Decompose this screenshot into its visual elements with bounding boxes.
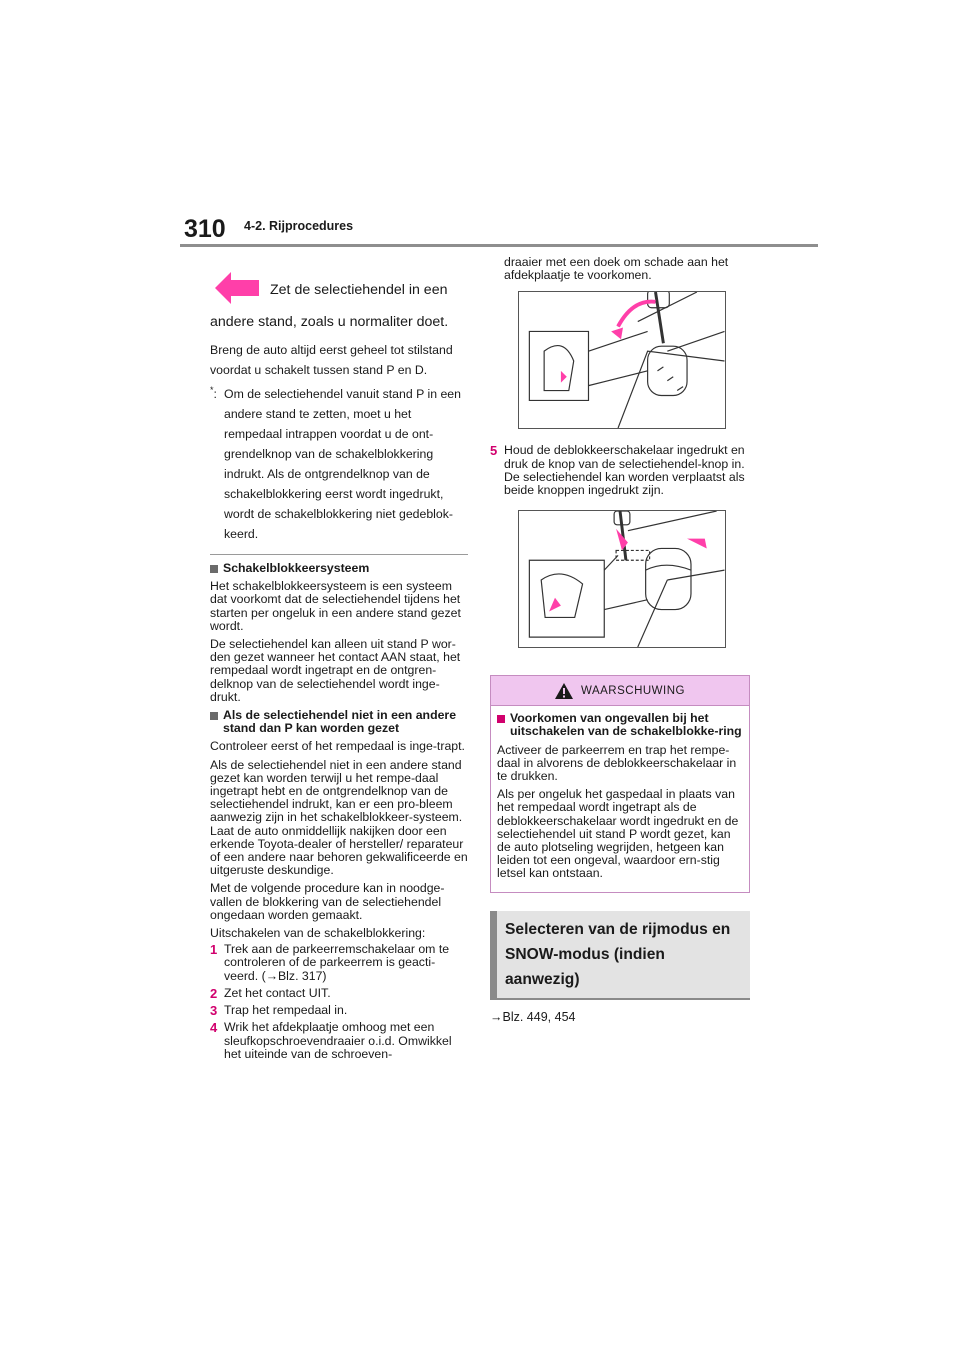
page-reference: →Blz. 449, 454 (490, 1009, 576, 1024)
footnote-text: Om de selectiehendel vanuit stand P in een andere stand te zetten, moet u het rempedaal intrappen voordat u de ont-grendelknop van de schakelblokkering indrukt. Als de ontgrendelknop van de schakelblokkering eerst wordt ingedrukt, wordt de schakelblokkering niet gedeblok-keerd. (224, 387, 461, 541)
left-column (210, 268, 468, 1065)
square-bullet-icon (210, 565, 218, 573)
intro-line-2: andere stand, zoals u normaliter doet. (210, 314, 449, 330)
step-item: 1 Trek aan de parkeerremschakelaar om te controleren of de parkeerrem is geacti-veerd. (→Blz. 317) (210, 942, 450, 983)
paragraph: Uitschakelen van de schakelblokkering: (210, 926, 426, 941)
sub-heading: Als de selectiehendel niet in een andere stand dan P kan worden gezet (210, 709, 468, 735)
paragraph: draaier met een doek om schade aan het afdekplaatje te voorkomen. (504, 255, 729, 283)
step-item: 4 Wrik het afdekplaatje omhoog met een sleufkopschroevendraaier o.i.d. Omwikkel het uiteinde van de schroeven- (210, 1020, 452, 1061)
section-title: 4-2. Rijprocedures (244, 219, 354, 233)
step-item: 2 Zet het contact UIT. (210, 985, 331, 1001)
footnote (210, 384, 468, 544)
warning-paragraph: Activeer de parkeerrem en trap het rempe-daal in alvorens de deblokkeerschakelaar in te drukken. (497, 742, 737, 784)
shift-lock-illustration-2 (518, 510, 726, 648)
intro-line-1: Zet de selectiehendel in een (270, 282, 448, 298)
paragraph: Als de selectiehendel niet in een andere stand gezet kan worden terwijl u het rempe-daal ingetrapt hebt en de ontgrendelknop van de selectiehendel indrukt, kan er een pro-bleem aanwezig zijn in het schakelblokkeer-systeem. Laat de auto onmiddellijk nakijken door een erkende Toyota-dealer of hersteller/ reparateur of een andere naar behoren gekwalificeerde en uitgeruste deskundige. (210, 757, 468, 878)
warning-body (491, 706, 749, 891)
warning-header (491, 676, 749, 706)
step-item: 3 Trap het rempedaal in. (210, 1003, 348, 1019)
intro-row (210, 268, 468, 312)
square-bullet-icon (210, 712, 218, 720)
warning-paragraph: Als per ongeluk het gaspedaal in plaats van het rempedaal wordt ingetrapt als de deblokkeerschakelaar wordt ingedrukt en de selectiehendel uit stand P wordt gezet, kan de auto plotseling wegrijden, hetgeen kan leiden tot een ongeval, waardoor ern-stig letsel kan ontstaan. (497, 787, 739, 881)
warning-box (490, 675, 750, 892)
divider (210, 554, 468, 555)
page-number: 310 (184, 215, 226, 243)
paragraph: De selectiehendel kan alleen uit stand P wor-den gezet wanneer het contact AAN staat, het rempedaal wordt ingetrapt en de ontgren-delknop van de selectiehendel wordt inge-drukt. (210, 637, 461, 704)
paragraph: Het schakelblokkeersysteem is een systeem dat voorkomt dat de selectiehendel tijdens het starten per ongeluk in een andere stand gezet wordt. (210, 579, 461, 633)
right-column (490, 256, 752, 1024)
warning-title: WAARSCHUWING (581, 684, 685, 697)
step-item: 5 Houd de deblokkeerschakelaar ingedrukt en druk de knop van de selectiehendel-knop in. De selectiehendel kan worden verplaatst als beide knoppen ingedrukt zijn. (490, 443, 745, 498)
paragraph: Met de volgende procedure kan in noodge-vallen de blokkering van de selectiehendel ongedaan worden gemaakt. (210, 881, 445, 922)
header-rule (180, 244, 818, 247)
warning-sub-heading: Voorkomen van ongevallen bij het uitschakelen van de schakelblokke-ring (497, 712, 743, 738)
paragraph: Breng de auto altijd eerst geheel tot stilstand voordat u schakelt tussen stand P en D. (210, 343, 453, 377)
square-bullet-icon (497, 715, 505, 723)
paragraph: Controleer eerst of het rempedaal is inge-trapt. (210, 739, 465, 754)
section-heading: Selecteren van de rijmodus en SNOW-modus (indien aanwezig) (490, 911, 750, 1000)
footnote-mark: *: (210, 384, 217, 401)
shift-lock-illustration-1 (518, 291, 726, 429)
sub-heading: Schakelblokkeersysteem (210, 562, 468, 575)
warning-triangle-icon (555, 683, 573, 699)
left-arrow-icon (215, 272, 259, 304)
